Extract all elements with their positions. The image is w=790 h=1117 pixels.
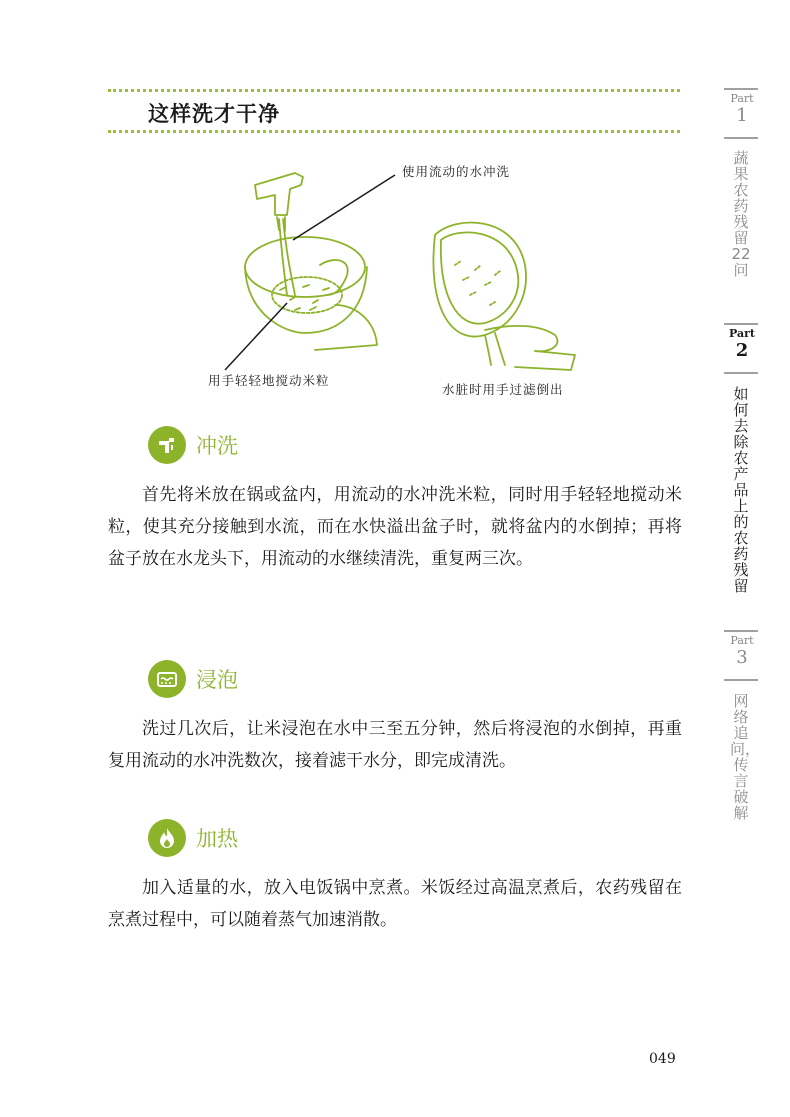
part-1-marker[interactable] [724,92,760,126]
faucet-icon [148,426,186,464]
part-number: 1 [736,105,748,126]
part-divider [724,323,758,325]
subsection-title: 加热 [196,827,238,851]
title-dotted-line-top [108,89,680,92]
part-divider [724,372,758,374]
subsection-header-soak [148,659,238,699]
flame-icon [148,819,186,857]
part-label: Part [730,92,754,105]
subsection-text-heat: 加入适量的水，放入电饭锅中烹煮。米饭经过高温烹煮后，农药残留在烹煮过程中，可以随着蒸气加速消散。 [108,878,682,930]
part-2-marker[interactable] [724,327,760,361]
rice-washing-illustration [195,155,605,405]
illustration-caption-drain-water: 水脏时用手过滤倒出 [442,382,564,397]
part-divider [724,630,758,632]
part-number: 2 [735,340,749,361]
subsection-header-rinse [148,425,238,465]
part-2-title[interactable]: 如何去除农产品上的农药残留 [733,385,749,595]
subsection-title: 浸泡 [196,668,238,692]
subsection-text-rinse: 首先将米放在锅或盆内，用流动的水冲洗米粒，同时用手轻轻地搅动米粒，使其充分接触到水流，而在水快溢出盆子时，就将盆内的水倒掉；再将盆子放在水龙头下，用流动的水继续清洗，重复两三次。 [108,485,682,569]
soak-basin-icon [148,660,186,698]
part-3-title[interactable]: 网络追问，传言破解 [730,692,761,822]
part-number: 3 [736,647,748,668]
part-label: Part [729,327,755,340]
subsection-title: 冲洗 [196,434,238,458]
part-label: Part [730,634,754,647]
title-dotted-line-bottom [108,130,680,133]
part-divider [724,88,758,90]
illustration-caption-flowing-water: 使用流动的水冲洗 [402,164,511,179]
part-3-marker[interactable] [724,634,760,668]
section-title: 这样洗才干净 [148,102,280,126]
part-divider [724,137,758,139]
part-divider [724,679,758,681]
part-1-title[interactable]: 蔬果农药残留22问 [731,149,751,279]
illustration-caption-stir-rice: 用手轻轻地搅动米粒 [208,373,330,388]
subsection-header-heat [148,818,238,858]
subsection-text-soak: 洗过几次后，让米浸泡在水中三至五分钟，然后将浸泡的水倒掉，再重复用流动的水冲洗数次，接着滤干水分，即完成清洗。 [108,719,682,771]
page-number: 049 [649,1051,676,1067]
